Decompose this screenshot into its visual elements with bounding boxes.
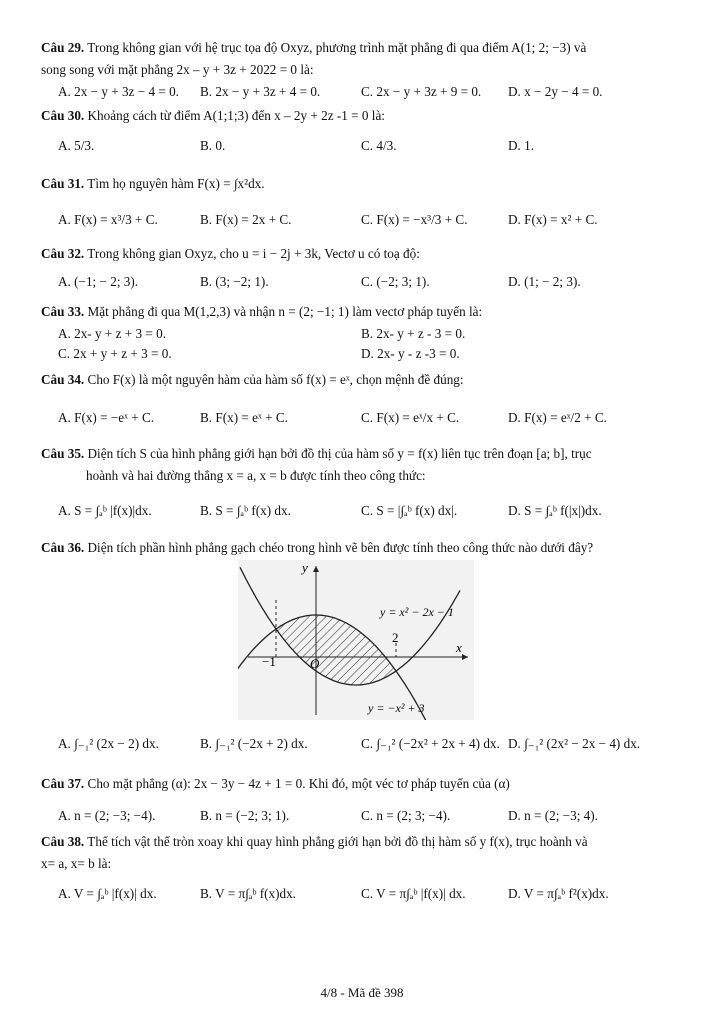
parabola-graph — [238, 560, 474, 720]
area-figure — [238, 560, 474, 720]
option-c[interactable]: C. 2x − y + 3z + 9 = 0. — [361, 84, 482, 99]
question-38-text2: x= a, x= b là: — [41, 856, 112, 871]
option-a[interactable]: A. S = ∫ₐᵇ |f(x)|dx. — [58, 503, 152, 518]
option-a[interactable]: A. ∫₋₁² (2x − 2) dx. — [58, 736, 159, 751]
question-35: Câu 35. Diện tích S của hình phẳng giới hạn bởi đồ thị của hàm số y = f(x) liên tục trên đoạn [a; b], trục — [41, 446, 592, 461]
option-a[interactable]: A. n = (2; −3; −4). — [58, 808, 156, 823]
question-33: Câu 33. Mặt phẳng đi qua M(1,2,3) và nhận n = (2; −1; 1) làm vectơ pháp tuyến là: — [41, 304, 483, 319]
option-d[interactable]: D. V = π∫ₐᵇ f²(x)dx. — [508, 886, 609, 901]
option-c[interactable]: C. (−2; 3; 1). — [361, 274, 430, 289]
question-32: Câu 32. Trong không gian Oxyz, cho u = i − 2j + 3k, Vectơ u có toạ độ: — [41, 246, 420, 261]
question-37: Câu 37. Cho mặt phẳng (α): 2x − 3y − 4z + 1 = 0. Khi đó, một véc tơ pháp tuyến của (α) — [41, 776, 510, 791]
option-d[interactable]: D. n = (2; −3; 4). — [508, 808, 598, 823]
option-c[interactable]: C. F(x) = −x³/3 + C. — [361, 212, 468, 227]
question-label: Câu 29. — [41, 40, 85, 55]
option-d[interactable]: D. 1. — [508, 138, 535, 153]
option-b[interactable]: B. F(x) = eˣ + C. — [200, 410, 288, 425]
origin-label: O — [310, 656, 320, 671]
question-text: Trong không gian với hệ trục tọa độ Oxyz, phương trình mặt phẳng đi qua điểm A(1; 2; −3) và — [87, 40, 587, 55]
option-d[interactable]: D. F(x) = eˣ/2 + C. — [508, 410, 607, 425]
option-a[interactable]: A. 2x- y + z + 3 = 0. — [58, 326, 167, 341]
question-38-options — [58, 886, 694, 916]
question-38: Câu 38. Thể tích vật thể tròn xoay khi quay hình phẳng giới hạn bởi đồ thị hàm số y f(x), trục hoành và — [41, 834, 588, 849]
page-footer: 4/8 - Mã đề 398 — [320, 985, 404, 1000]
question-35-options — [58, 503, 694, 533]
question-30-options — [58, 138, 694, 168]
tick-label-neg1: −1 — [262, 654, 276, 669]
question-34: Câu 34. Cho F(x) là một nguyên hàm của hàm số f(x) = eˣ, chọn mệnh đề đúng: — [41, 372, 464, 387]
option-b[interactable]: B. F(x) = 2x + C. — [200, 212, 292, 227]
option-b[interactable]: B. (3; −2; 1). — [200, 274, 269, 289]
option-d[interactable]: D. (1; − 2; 3). — [508, 274, 581, 289]
option-a[interactable]: A. 2x − y + 3z − 4 = 0. — [58, 84, 179, 99]
question-36: Câu 36. Diện tích phần hình phẳng gạch chéo trong hình vẽ bên được tính theo công thức nào dưới đây? — [41, 540, 594, 555]
option-c[interactable]: C. n = (2; 3; −4). — [361, 808, 451, 823]
option-c[interactable]: C. F(x) = eˣ/x + C. — [361, 410, 460, 425]
option-b[interactable]: B. 0. — [200, 138, 226, 153]
option-a[interactable]: A. (−1; − 2; 3). — [58, 274, 139, 289]
option-c[interactable]: C. S = |∫ₐᵇ f(x) dx|. — [361, 503, 458, 518]
option-c[interactable]: C. 4/3. — [361, 138, 397, 153]
option-b[interactable]: B. n = (−2; 3; 1). — [200, 808, 290, 823]
option-a[interactable]: A. F(x) = −eˣ + C. — [58, 410, 155, 425]
option-d[interactable]: D. x − 2y − 4 = 0. — [508, 84, 603, 99]
option-c[interactable]: C. ∫₋₁² (−2x² + 2x + 4) dx. — [361, 736, 500, 751]
y-axis-label: y — [302, 560, 308, 575]
curve2-label: y = −x² + 3 — [368, 701, 425, 715]
question-32-options — [58, 274, 694, 304]
question-36-options — [58, 736, 694, 766]
option-c[interactable]: C. 2x + y + z + 3 = 0. — [58, 346, 172, 361]
question-31: Câu 31. Tìm họ nguyên hàm F(x) = ∫x²dx. — [41, 176, 265, 191]
question-29-text2: song song với mặt phẳng 2x – y + 3z + 2022 = 0 là: — [41, 62, 314, 77]
question-34-options — [58, 410, 694, 440]
question-35-text2: hoành và hai đường thẳng x = a, x = b được tính theo công thức: — [86, 468, 426, 483]
tick-label-2: 2 — [392, 630, 399, 645]
option-a[interactable]: A. V = ∫ₐᵇ |f(x)| dx. — [58, 886, 157, 901]
option-b[interactable]: B. S = ∫ₐᵇ f(x) dx. — [200, 503, 291, 518]
option-d[interactable]: D. S = ∫ₐᵇ f(|x|)dx. — [508, 503, 602, 518]
option-b[interactable]: B. 2x- y + z - 3 = 0. — [361, 326, 466, 341]
option-a[interactable]: A. 5/3. — [58, 138, 95, 153]
option-b[interactable]: B. 2x − y + 3z + 4 = 0. — [200, 84, 321, 99]
option-b[interactable]: B. ∫₋₁² (−2x + 2) dx. — [200, 736, 308, 751]
curve1-label: y = x² − 2x − 1 — [380, 605, 454, 619]
question-31-options — [58, 212, 694, 242]
option-b[interactable]: B. V = π∫ₐᵇ f(x)dx. — [200, 886, 296, 901]
option-d[interactable]: D. 2x- y - z -3 = 0. — [361, 346, 460, 361]
option-c[interactable]: C. V = π∫ₐᵇ |f(x)| dx. — [361, 886, 466, 901]
option-a[interactable]: A. F(x) = x³/3 + C. — [58, 212, 158, 227]
question-29 — [41, 40, 586, 56]
x-axis-label: x — [456, 640, 462, 655]
option-d[interactable]: D. F(x) = x² + C. — [508, 212, 598, 227]
option-d[interactable]: D. ∫₋₁² (2x² − 2x − 4) dx. — [508, 736, 641, 751]
question-30: Câu 30. Khoảng cách từ điểm A(1;1;3) đến x – 2y + 2z -1 = 0 là: — [41, 108, 385, 123]
